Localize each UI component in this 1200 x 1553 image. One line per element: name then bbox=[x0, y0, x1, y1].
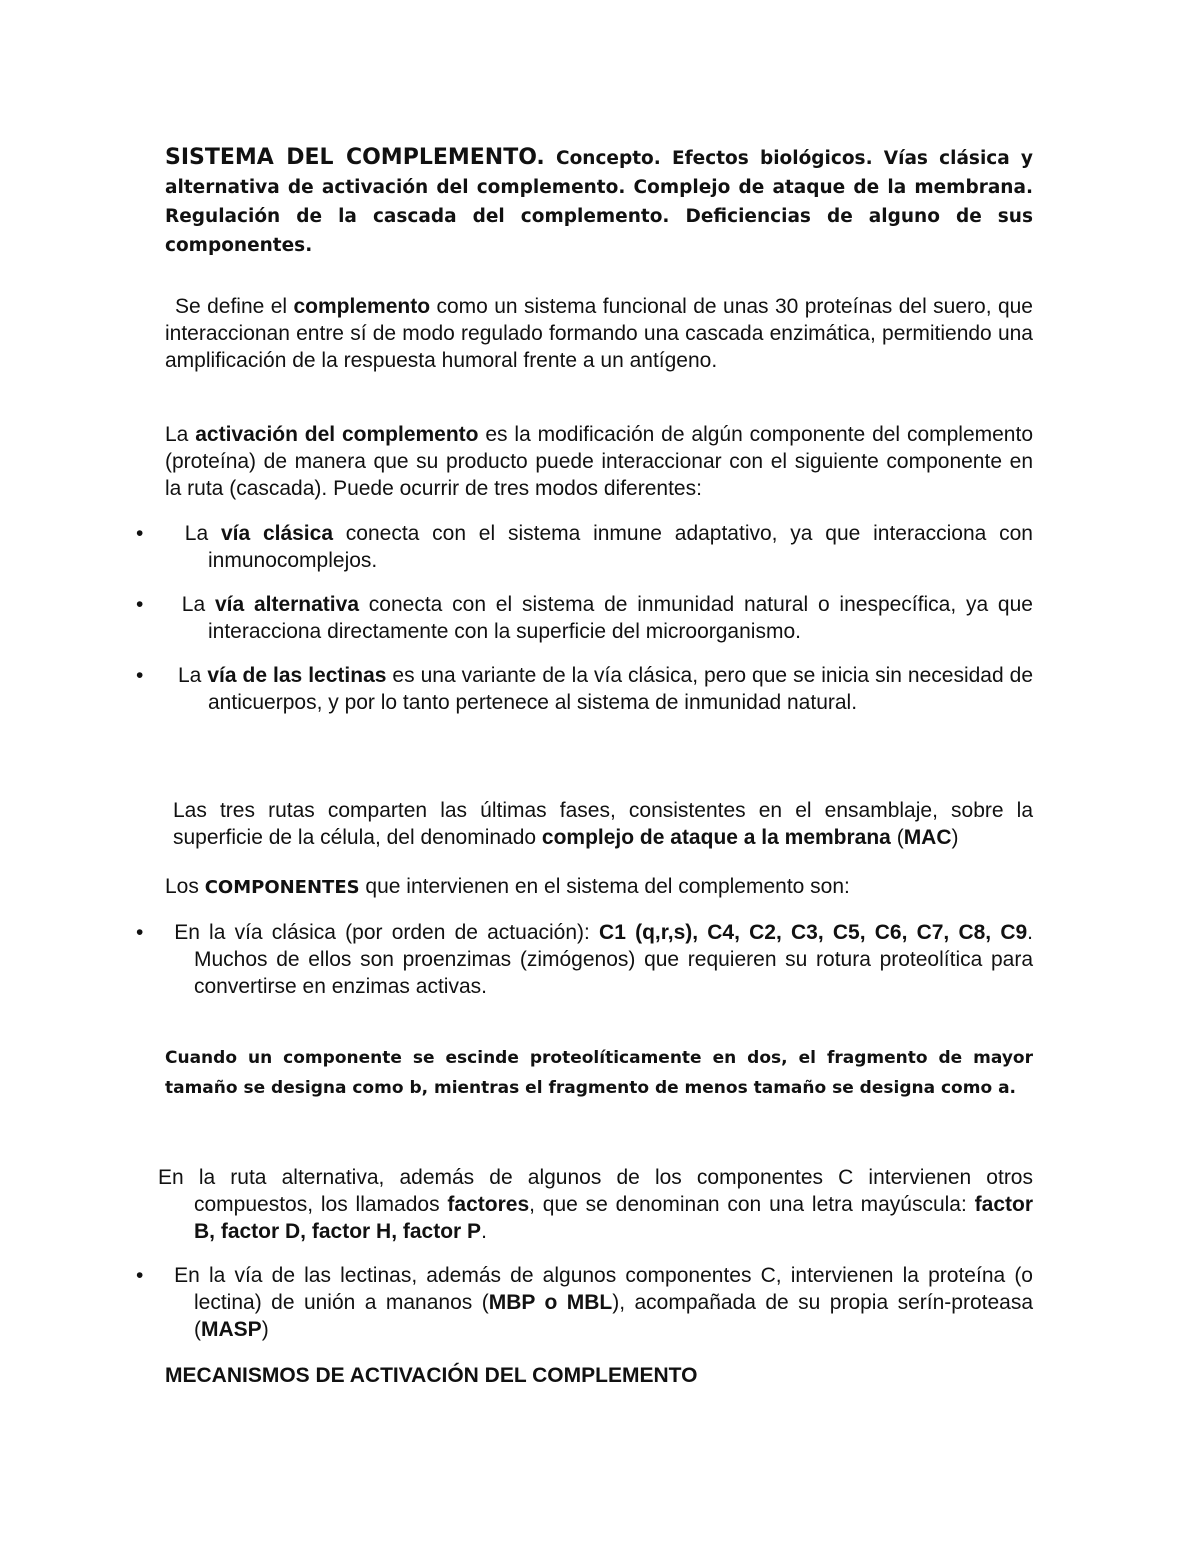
text-run: conecta con el sistema inmune adaptativo, ya que interacciona con inmunocomplejos. bbox=[208, 522, 1033, 572]
paragraph-definicion bbox=[165, 293, 1033, 374]
term-via-clasica: vía clásica bbox=[220, 522, 334, 545]
text-run: Las tres rutas comparten las últimas fases, consistentes en el ensamblaje, sobre la superficie de la célula, del denominado bbox=[173, 799, 1033, 849]
term-mac-full: complejo de ataque a la membrana bbox=[541, 826, 891, 849]
section-title bbox=[165, 1362, 1033, 1389]
text-run: En la vía clásica (por orden de actuación): bbox=[174, 921, 600, 944]
text-run: como un sistema funcional de unas 30 proteínas del suero, que interaccionan entre sí de modo regulado formando una cascada enzimática, permitiendo una amplificación de la respuesta humoral frente a un antígeno. bbox=[165, 295, 1033, 372]
text-run: ( bbox=[890, 826, 904, 849]
heading-title: SISTEMA DEL COMPLEMENTO. bbox=[165, 145, 545, 170]
text-run: . Muchos de ellos son proenzimas (zimógenos) que requieren su rotura proteolítica para convertirse en enzimas activas. bbox=[194, 921, 1034, 998]
term-activacion: activación del complemento bbox=[195, 423, 479, 446]
term-via-lectinas: vía de las lectinas bbox=[207, 664, 387, 687]
text-run: , mientras el fragmento de menos tamaño se designa como bbox=[421, 1078, 999, 1098]
paragraph-componentes bbox=[165, 873, 1033, 901]
text-run: , que se denominan con una letra mayúscula: bbox=[529, 1193, 975, 1216]
bullet-componentes-clasica: • En la vía clásica (por orden de actuación): C1 (q,r,s), C4, C2, C3, C5, C6, C7, C8, C9. Muchos de ellos son proenzimas (zimógenos) que requieren su rotura proteolítica para convertirse en enzimas activas. bbox=[136, 921, 1034, 998]
term-componentes-list: C1 (q,r,s), C4, C2, C3, C5, C6, C7, C8, C9 bbox=[599, 921, 1028, 944]
text-run: . bbox=[481, 1220, 487, 1243]
section-title-text: MECANISMOS DE ACTIVACIÓN DEL COMPLEMENTO bbox=[165, 1364, 698, 1387]
text-run: En la ruta alternativa, además de algunos de los componentes C intervienen otros compuestos, los llamados bbox=[158, 1166, 1033, 1216]
heading-subtitle: Concepto. Efectos biológicos. Vías clásica y alternativa de activación del complemento. Complejo de ataque de la membrana. Regulación de la cascada del complemento. Deficiencias de alguno de sus componentes. bbox=[165, 148, 1033, 256]
text-run: es una variante de la vía clásica, pero que se inicia sin necesidad de anticuerpos, y por lo tanto pertenece al sistema de inmunidad natural. bbox=[208, 664, 1033, 714]
text-run: . bbox=[1009, 1078, 1017, 1098]
term-b: b bbox=[409, 1078, 422, 1098]
paragraph-fragmento bbox=[165, 1043, 1033, 1103]
text-run: En la vía de las lectinas, además de algunos componentes C, intervienen la proteína (o lectina) de unión a mananos ( bbox=[174, 1264, 1033, 1314]
bullet-via-lectinas: • La vía de las lectinas es una variante de la vía clásica, pero que se inicia sin necesidad de anticuerpos, y por lo tanto pertenece al sistema de inmunidad natural. bbox=[136, 664, 1033, 714]
document-heading bbox=[165, 143, 1033, 260]
text-run: ) bbox=[951, 826, 959, 849]
text-run: conecta con el sistema de inmunidad natural o inespecífica, ya que interacciona directamente con la superficie del microorganismo. bbox=[208, 593, 1033, 643]
text-run: Los bbox=[165, 875, 205, 898]
term-mbp: MBP o MBL bbox=[488, 1291, 613, 1314]
paragraph-activacion bbox=[165, 421, 1033, 502]
term-a: a bbox=[998, 1078, 1010, 1098]
text-run: La bbox=[181, 593, 215, 616]
text-run: que intervienen en el sistema del complemento son: bbox=[359, 875, 850, 898]
text-run: es la modificación de algún componente del complemento (proteína) de manera que su producto puede interaccionar con el siguiente componente en la ruta (cascada). Puede ocurrir de tres modos diferentes: bbox=[165, 423, 1034, 500]
bullet-via-alternativa: • La vía alternativa conecta con el sistema de inmunidad natural o inespecífica, ya que interacciona directamente con la superficie del microorganismo. bbox=[136, 593, 1033, 643]
text-run: Cuando un componente se escinde proteolíticamente en dos, el fragmento de mayor tamaño se designa como bbox=[165, 1048, 1033, 1098]
term-componentes: COMPONENTES bbox=[204, 877, 360, 898]
bullet-via-clasica: • La vía clásica conecta con el sistema inmune adaptativo, ya que interacciona con inmunocomplejos. bbox=[136, 522, 1033, 572]
bullet-lectinas: • En la vía de las lectinas, además de algunos componentes C, intervienen la proteína (o lectina) de unión a mananos (MBP o MBL), acompañada de su propia serín-proteasa (MASP) bbox=[136, 1264, 1034, 1341]
text-run: Se define el bbox=[175, 295, 294, 318]
term-factores: factores bbox=[447, 1193, 530, 1216]
term-masp: MASP bbox=[201, 1318, 262, 1341]
text-run: La bbox=[178, 664, 208, 687]
term-via-alternativa: vía alternativa bbox=[214, 593, 359, 616]
term-mac: MAC bbox=[903, 826, 952, 849]
term-factor-list: factor B, factor D, factor H, factor P bbox=[194, 1193, 1033, 1243]
text-run: La bbox=[184, 522, 221, 545]
text-run: ), acompañada de su propia serín-proteasa ( bbox=[194, 1291, 1034, 1341]
text-run: ) bbox=[261, 1318, 269, 1341]
text-run: La bbox=[165, 423, 196, 446]
term-complemento: complemento bbox=[293, 295, 431, 318]
paragraph-rutas bbox=[173, 797, 1033, 851]
paragraph-ruta-alternativa bbox=[158, 1164, 1033, 1245]
